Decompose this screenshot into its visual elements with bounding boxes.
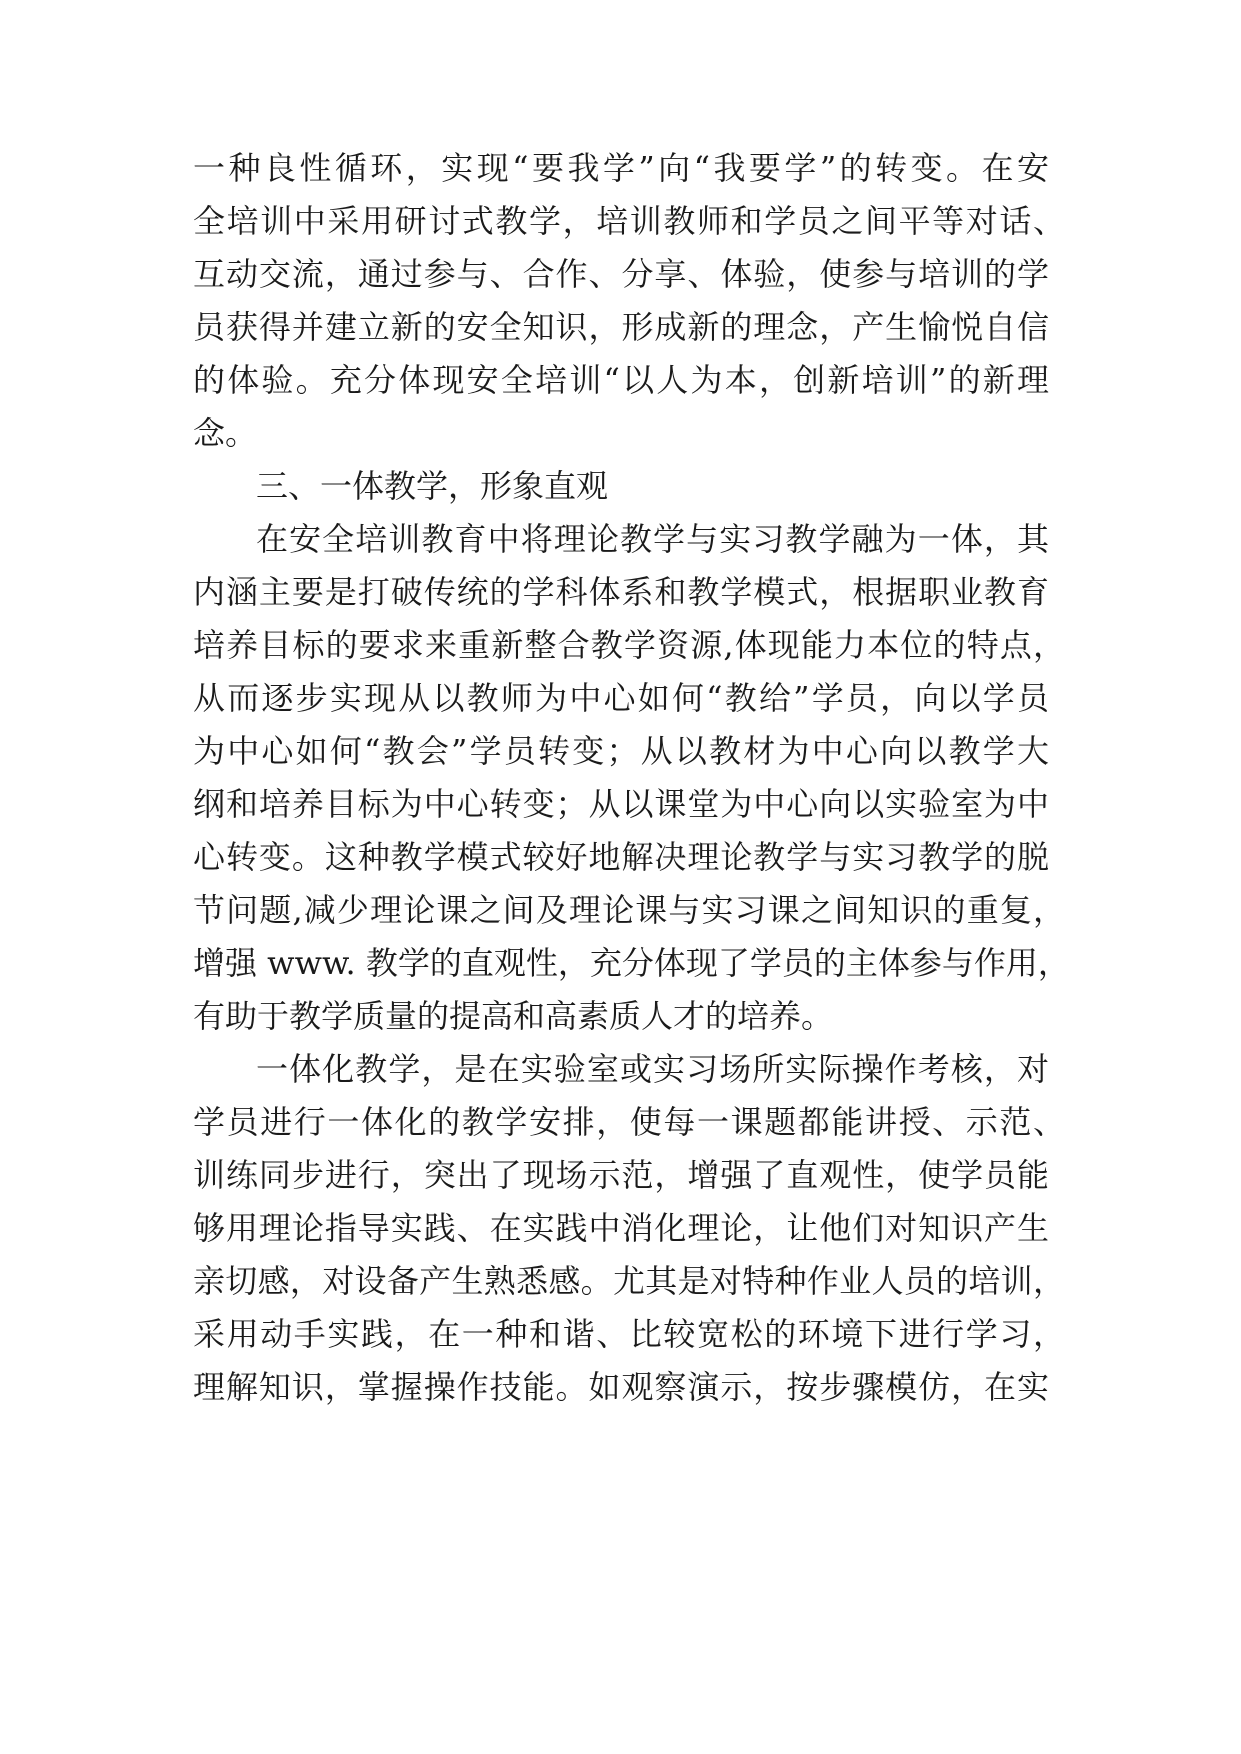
- paragraph-first-line: 一体化教学，是在实验室或实习场所实际操作考核，对: [256, 1050, 1049, 1088]
- text-line: 有助于教学质量的提高和高素质人才的培养。: [193, 997, 834, 1035]
- text-line: 理解知识，掌握操作技能。如观察演示，按步骤模仿，在实: [193, 1368, 1049, 1406]
- text-line: 增强 www. 教学的直观性，充分体现了学员的主体参与作用，: [193, 944, 1070, 982]
- text-line: 够用理论指导实践、在实践中消化理论，让他们对知识产生: [193, 1209, 1049, 1247]
- text-line: 培养目标的要求来重新整合教学资源,体现能力本位的特点，: [193, 626, 1065, 664]
- text-line: 心转变。这种教学模式较好地解决理论教学与实习教学的脱: [193, 838, 1049, 876]
- text-line: 互动交流，通过参与、合作、分享、体验，使参与培训的学: [193, 255, 1049, 293]
- text-line: 内涵主要是打破传统的学科体系和教学模式，根据职业教育: [193, 573, 1049, 611]
- text-line: 亲切感，对设备产生熟悉感。尤其是对特种作业人员的培训，: [193, 1262, 1065, 1300]
- text-line: 员获得并建立新的安全知识，形成新的理念，产生愉悦自信: [193, 308, 1049, 346]
- text-line: 的体验。充分体现安全培训“以人为本，创新培训”的新理: [193, 361, 1049, 399]
- text-line: 采用动手实践，在一种和谐、比较宽松的环境下进行学习，: [193, 1315, 1065, 1353]
- text-line: 纲和培养目标为中心转变；从以课堂为中心向以实验室为中: [193, 785, 1049, 823]
- text-line: 念。: [193, 414, 258, 452]
- section-heading: 三、一体教学，形象直观: [256, 467, 609, 505]
- text-line: 全培训中采用研讨式教学，培训教师和学员之间平等对话、: [193, 202, 1065, 240]
- text-line: 为中心如何“教会”学员转变；从以教材为中心向以教学大: [193, 732, 1049, 770]
- text-line: 节问题,减少理论课之间及理论课与实习课之间知识的重复，: [193, 891, 1065, 929]
- paragraph-first-line: 在安全培训教育中将理论教学与实习教学融为一体，其: [256, 520, 1049, 558]
- text-line: 学员进行一体化的教学安排，使每一课题都能讲授、示范、: [193, 1103, 1065, 1141]
- text-line: 一种良性循环，实现“要我学”向“我要学”的转变。在安: [193, 149, 1049, 187]
- text-line: 从而逐步实现从以教师为中心如何“教给”学员，向以学员: [193, 679, 1049, 717]
- text-line: 训练同步进行，突出了现场示范，增强了直观性，使学员能: [193, 1156, 1049, 1194]
